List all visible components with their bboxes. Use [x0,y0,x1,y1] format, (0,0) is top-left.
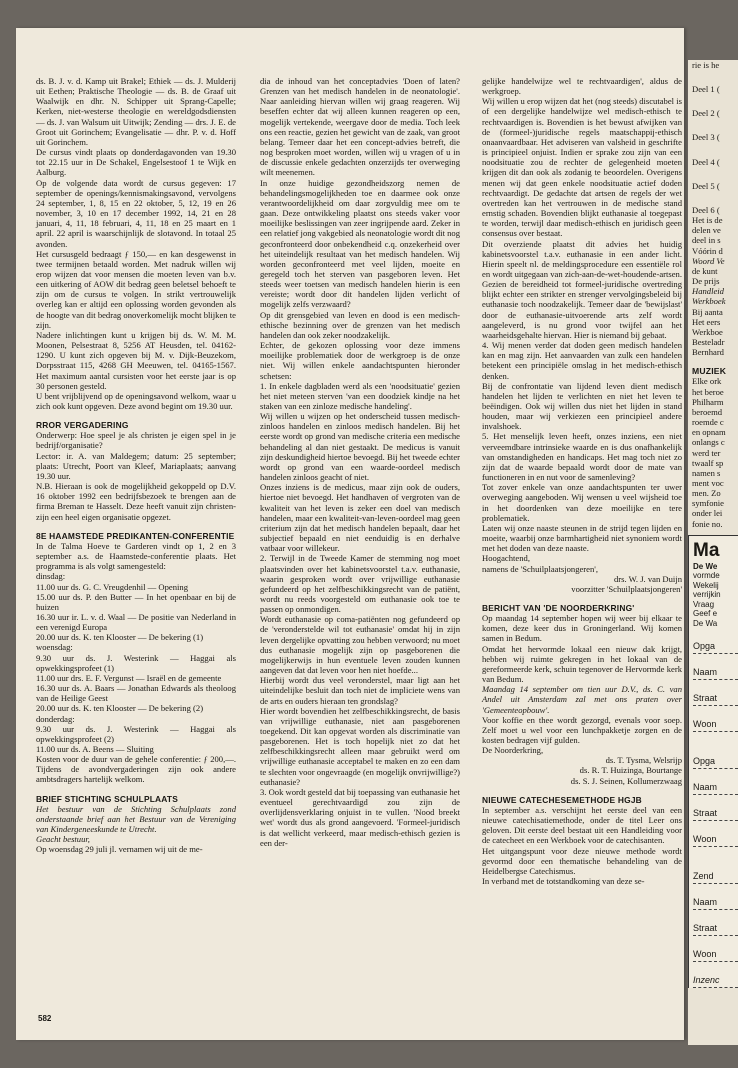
next-page-line: de kunt [692,265,718,276]
paragraph: 9.30 uur ds. J. Westerink — Haggai als opwekkingsprofeet (2) [36,723,236,744]
paragraph: Op woensdag 29 juli jl. vernamen wij uit de me- [36,844,203,855]
box-line: Wekelij [693,580,719,590]
paragraph: 9.30 uur ds. J. Westerink — Haggai als opwekkingsprofeet (1) [36,652,236,673]
paragraph: ds. B. J. v. d. Kamp uit Brakel; Ethiek — ds. J. Mulderij uit Eethen; Praktische Theologie — ds. B. de Graaf uit Waalwijk en dhr. N. Schipper uit Sprang-Capelle; Kerken, niet-westerse theologie en wereldgodsdiensten — ds. J. van Walsum uit Uitwijk; Zending — drs. J. E. de Groot uit Gorinchem; Evangelisatie — dhr. P. v. d. Hoff uit Gorinchem. [36,76,236,147]
paragraph: De Noorderkring, [482,745,544,756]
paragraph: 11.00 uur ds. G. C. Vreugdenhil — Opening [36,581,189,592]
form-line [693,846,738,847]
form-line [693,731,738,732]
paragraph: gelijke handelwijze wel te rechtvaardigen', aldus de werkgroep. [482,76,682,97]
paragraph: Op de volgende data wordt de cursus gegeven: 17 september de openings/kennismakingsavond, vervolgens 24 september, 1, 8, 15 en 22 oktober, 5, 12, 19 en 26 november, 3, 10 en 17 december 1992, 14, 21 en 28 januari, 4, 11, 18 februari, 4, 11, 18 en 25 maart en 1 april. 22 april is waarschijnlijk de slotavond. In totaal 25 avonden. [36,177,236,249]
next-page-line: Deel 3 ( [692,132,720,143]
box-line: vormde [693,571,720,581]
next-page-line: deel in s [692,235,721,246]
section-heading: 8E HAAMSTEDE PREDIKANTEN-CONFERENTIE [36,530,235,541]
box-line: De We [693,561,718,571]
paragraph: In verband met de totstandkoming van deze se- [482,876,645,887]
column-left [36,76,236,855]
paragraph: 15.00 uur ds. P. den Butter — In het openbaar en bij de huizen [36,591,236,612]
form-field-label: Opga [693,641,716,652]
form-field-label: Opga [693,756,716,767]
form-field-label: Straat [693,693,718,704]
paragraph: 5. Het menselijk leven heeft, onzes inziens, een niet verveemdbare intrinsieke waarde en is dus onafhankelijk van omstandigheden en handicaps. Het mag toch niet zo zijn dat de waarde bepaald wordt door de mate van functioneren in en nut voor de samenleving? [482,431,682,483]
paragraph: Dit overziende plaatst dit advies het huidig kabinetsvoorstel t.a.v. euthanasie in een ander licht. Hierin speelt nl. de meldingsprocedure een essentiële rol en wordt uitgegaan van zich-aan-de-wet-houdende-artsen. Gezien de bereidheid tot formeel-juridische overtreding blijkt echter een strikter en strenger vervolgingsbeleid bij euthanasie toch noodzakelijk. Temeer daar de 'bewijslast' door de euthanasie-uitvoerende arts zelf wordt aangeleverd, is nu grond voor twijfel aan het waarheidsgehalte hiervan. Hier is niemand bij gebaat. [482,238,682,340]
next-page-line: Bij aanta [692,306,723,317]
paragraph: 20.00 uur ds. K. ten Klooster — De bekering (1) [36,632,204,643]
paragraph: Laten wij onze naaste steunen in de strijd tegen lijden en moeite, waarbij onze barmhartigheid niet synoniem wordt met het doden van deze naaste. [482,522,682,554]
next-page-line: roemde c [692,417,724,428]
form-line [693,768,738,769]
next-page-line: Philharm [692,396,724,407]
next-page-line: het beroe [692,386,724,397]
subscription-box [688,535,738,989]
form-field-label: Straat [693,808,718,819]
form-line [693,883,738,884]
paragraph: donderdag: [36,713,75,724]
next-page-line: ment voc [692,478,724,488]
section-heading: BERICHT VAN 'DE NOORDERKRING' [482,602,635,613]
next-page-line: Werkboek [692,296,726,307]
paragraph: Het uitgangspunt voor deze nieuwe methode wordt gevormd door een thematische behandeling van de Heidelbergse Catechismus. [482,845,682,876]
paragraph: Wij willen u wijzen op het onderscheid tussen medisch-zinloos handelen en zinloos medisch handelen. Bij het eerste wordt op grond van medische criteria een medische behandeling al dan niet gestaakt. De medicus is vanuit zijn deskundigheid hiertoe bevoegd. Bij het tweede echter wordt op grond van een waarde-oordeel medisch handelen zinloos geacht of niet. [260,411,460,483]
column-right [482,76,682,886]
next-page-line: Elke ork [692,376,722,387]
form-line [693,653,738,654]
section-heading: RROR VERGADERING [36,420,129,431]
form-line [693,820,738,821]
page-number: 582 [38,1014,52,1023]
order-form [693,641,738,988]
next-page-line: fonie no. [692,518,723,529]
paragraph: 3. Ook wordt gesteld dat bij toepassing van euthanasie het eventueel gerechtvaardigd zou zijn de overlijdensverklaring onjuist in te vullen. 'Nood breekt wet' wordt dus als grond aangevoerd. 'Formeel-juridisch is dat wellicht verkeerd, maar medisch-ethisch gezien is een der- [260,786,460,848]
paragraph: 11.00 uur ds. A. Beens — Sluiting [36,744,154,754]
form-field-label: Woon [693,949,717,960]
box-line: Geef e [693,609,718,619]
next-page-line: Deel 4 ( [692,156,720,167]
paragraph: Het cursusgeld bedraagt ƒ 150,— en kan desgewenst in twee termijnen betaald worden. Met nadruk willen wij erop wijzen dat voor mensen die moeten leven van b.v. een uitkering of AOW dit bedrag geen beletsel behoeft te zijn om de cursus te volgen. In strikt vertrouwelijk overleg kan er altijd een oplossing worden gevonden als de hoogte van dit bedrag onoverkomelijk mocht blijken te zijn. [36,248,236,330]
paragraph: Onderwerp: Hoe speel je als christen je eigen spel in je bedrijf/organisatie? [36,430,236,451]
signature-line: ds. R. T. Huizinga, Bourtange [579,765,682,776]
paragraph: Wordt euthanasie op coma-patiënten nog gefundeerd op de 'veronderstelde wil tot euthanasie' omdat hij in zijn leven dergelijke opvatting zou hebben verwoord; nu moet dus euthanasie mogelijk zijn op pasgeborenen die mogelijkerwijs in hun eventuele leven zouden kunnen aangeven dat dat leven voor hen niet hoefde... [260,614,460,676]
paragraph: Voor koffie en thee wordt gezorgd, evenals voor soep. Zelf moet u wel voor een lunchpakketje zorgen en de kosten bedragen vijf gulden. [482,714,682,745]
paragraph: Bij de confrontatie van lijdend leven dient medisch handelen het lijden te verlichten en niet het leven te beëindigen. Ook wij willen dus niet het lijden in stand houden, maar wij verkiezen een principieel andere invalshoek. [482,380,682,432]
next-page-line: symfonie [692,498,724,509]
next-page-line: delen ve [692,225,721,236]
paragraph: 16.30 uur ir. L. v. d. Waal — De positie van Nederland in een verenigd Europa [36,611,236,633]
form-field-label: Woon [693,834,717,845]
form-field-label: Naam [693,782,718,793]
next-page-line: namen s [692,467,721,478]
form-field-label: Inzenc [693,975,720,986]
column-middle [260,76,460,848]
next-page-line: onlangs c [692,437,725,448]
next-page-line: De prijs [692,276,720,287]
paragraph: In onze huidige gezondheidszorg nemen de behandelingsmogelijkheden toe en daarmee ook onze verantwoordelijkheid om daar zorgvuldig mee om te gaan. Deze ontwikkeling plaatst ons steeds vaker voor moeilijke beslissingen van zeer ingrijpende aard. Zeker in een relatief jong vakgebied als neonatologie wordt dit nog geconfronteerd door onbekendheid c.q. onzekerheid over het uiteindelijk resultaat van het medisch handelen. Wij worden geconfronteerd met veel lijden, moeite en geregeld toch het sterven van pasgeboren leven. Het steeds weer toetsen van medisch handelen hierin is een vereiste; wordt door dit handelen lijden verlicht of mogelijk zelfs verzwaard? [260,177,460,310]
next-page-line: Werkboe [692,326,723,337]
next-page-line: onder lei [692,508,723,519]
form-field-label: Woon [693,719,717,730]
box-line: verrijkin [693,590,721,600]
paragraph: De cursus vindt plaats op donderdagavonden van 19.30 tot 22.15 uur in De Schakel, Engelsestoof 1 te Wijk en Aalburg. [36,147,236,178]
paragraph: Nadere inlichtingen kunt u krijgen bij ds. W. M. M. Moonen, Pelsestraat 8, 5256 AT Heusden, tel. 04162-1290. U kunt zich opgeven bij M. v. Dijk-Beuzekom, Dorpsstraat 115, 4268 GH Meeuwen, tel. 04165-1567. Het maximum aantal cursisten voor het eerste jaar is op 30 personen gesteld. [36,329,236,391]
next-page-line: men. Zo [692,488,721,499]
paragraph: 16.30 uur ds. A. Baars — Jonathan Edwards als theoloog van de Heilige Geest [36,683,236,704]
next-page-line: Besteladr [692,336,725,347]
paragraph: U bent vrijblijvend op de openingsavond welkom, waar u zich ook kunt opgeven. Deze avond begint om 19.30 uur. [36,390,236,411]
paragraph: dinsdag: [36,571,66,582]
paragraph: In de Talma Hoeve te Garderen vindt op 1, 2 en 3 september a.s. de Haamstede-conferentie plaats. Het programma is als volgt samengesteld: [36,540,236,572]
magazine-page [16,28,684,1040]
next-page-edge [688,60,738,1045]
paragraph: Maandag 14 september om tien uur D.V., ds. C. van Andel uit Amsterdam zal met ons praten over 'Gemeenteopbouw'. [482,684,682,715]
paragraph: Lector: ir. A. van Maldegem; datum: 25 september; plaats: Utrecht, Poort van Kleef, Mariaplaats; aanvang 19.30 uur. [36,450,236,481]
signature-line: ds. S. J. Seinen, Kollumerzwaag [570,775,682,786]
next-page-line: Deel 5 ( [692,180,720,191]
paragraph: Het bestuur van de Stichting Schulplaats zond onderstaande brief aan het Bestuur van de Vereniging van Kindergeneeskunde te Utrecht. [36,803,236,835]
paragraph: 20.00 uur ds. K. ten Klooster — De bekering (2) [36,703,204,714]
next-page-line: twaalf sp [692,457,724,468]
paragraph: Echter, de gekozen oplossing voor deze immens moeilijke problematiek door de werkgroep is de onze niet. Wij willen enkele aandachtspunten hieronder schetsen: [260,340,460,381]
next-page-line: Deel 6 ( [692,204,720,215]
paragraph: 11.00 uur drs. E. F. Vergunst — Israël en de gemeente [36,672,222,683]
paragraph: 1. In enkele dagbladen werd als een 'noodsituatie' gezien het niet meteen sterven 'van een doodziek kindje na het staken van een zinloze medische handeling'. [260,380,460,411]
paragraph: Hierbij wordt dus veel veronderstel, maar ligt aan het uiteindelijke besluit dan toch niet de impliciete wens van de arts en ouders hieraan ten grondslag? [260,675,460,706]
paragraph: Geacht bestuur, [36,834,90,845]
next-page-line: rie is he [692,60,720,70]
paragraph: 4. Wij menen verder dat doden geen medisch handelen kan en mag zijn. Het aanvaarden van zulk een handelen betekent een principiële omslag in het medisch-ethisch denken. [482,340,682,381]
signature-line: drs. W. J. van Duijn [613,573,682,584]
next-page-line: beroemd [692,406,723,417]
form-line [693,679,738,680]
paragraph: Onzes inziens is de medicus, maar zijn ook de ouders, hiertoe niet bevoegd. Het handhaven of vergroten van de kwaliteit van het leven is zeker een doel van medisch handelen, maar een kwaliteit-van-leven-oordeel mag geen criterium zijn dat het medisch handelen bepaalt, daar het subjectief bepaald en niet eenduidig is en derhalve vatbaar voor willekeur. [260,482,460,554]
next-page-line: MUZIEK [692,366,727,377]
next-page-line: Deel 2 ( [692,108,720,119]
section-heading: NIEUWE CATECHESEMETHODE HGJB [482,794,642,805]
form-line [693,987,738,988]
form-field-label: Straat [693,923,718,934]
next-page-line: Deel 1 ( [692,84,720,95]
box-line: Vraag [693,599,715,609]
box-text [693,562,738,629]
next-page-line: Vóórin d [692,245,723,256]
signature-line: voorzitter 'Schuilplaatsjongeren' [571,583,682,594]
paragraph: Omdat het hervormde lokaal een nieuw dak krijgt, hebben wij ruimte gekregen in het lokaal van de gereformeerde kerk, schuin tegenover de Hervormde kerk van Bedum. [482,643,682,685]
signature-line: ds. T. Tysma, Welsrijp [605,755,682,766]
form-field-label: Naam [693,667,718,678]
next-page-line: Handleid [692,286,724,297]
paragraph: Kosten voor de duur van de gehele conferentie: ƒ 200,—. Tijdens de avondvergaderingen zijn ook andere ambtsdragers hartelijk welkom. [36,754,236,785]
paragraph: Op maandag 14 september hopen wij weer bij elkaar te komen, deze keer dus in Groningerland. Wij komen samen in Bedum. [482,613,682,644]
paragraph: Hier wordt bovendien het zelfbeschikkingsrecht, de basis van vrijwillige euthanasie, niet aan pasgeborenen toegekend. Dit kan opgevat worden als discriminatie van pasgeborenen. Het is toch hopelijk niet zo dat het zelfbeschikkingsrecht alleen maar gebruikt werd om vrijwillige euthanasie acceptabel te maken en zo een dam te slechten voor ongevraagde (en mogelijk onvrijwillige?) euthanasie? [260,705,460,787]
next-page-line: Het eers [692,316,721,327]
paragraph: Wij willen u erop wijzen dat het (nog steeds) discutabel is of een dergelijke handelwijze wel medisch-ethisch te rechtvaardigen is. Bovendien is het bewust afwijken van de (formeel-)juridische regels maatschappij-ethisch onaanvaardbaar. Het adviseren van valsheid in geschrifte is principieel onjuist. Indien er sprake zou zijn van een noodsituatie zou de rechter de gelegenheid moeten krijgen dit dan ook als zodanig te beoordelen. Overigens menen wij dat geen enkele noodsituatie actief doden rechtvaardigt. De gedachte dat artsen de regels der wet overtreden kan het vertrouwen in de medische stand ernstig schaden. Bovendien blijkt euthanasie al toegepast te worden, terwijl daar medisch-ethisch en juridisch geen consensus over bestaat. [482,96,682,239]
paragraph: Hoogachtend, [482,553,530,564]
box-heading: Ma [693,539,720,561]
form-field-label: Naam [693,897,718,908]
form-line [693,909,738,910]
paragraph: woensdag: [36,642,73,653]
paragraph: Op dit grensgebied van leven en dood is een medisch-ethische bezinning over de grenzen van het medisch handelen dan ook zeker noodzakelijk. [260,309,460,340]
paragraph: namens de 'Schuilplaatsjongeren', [482,563,598,574]
section-heading: BRIEF STICHTING SCHULPLAATS [36,793,179,804]
next-page-text [688,60,738,529]
paragraph: Tot zover enkele van onze aandachtspunten ter uwer overweging aangeboden. Wij wensen u veel wijsheid toe in het doordenken van deze moeilijke en tere problematiek. [482,482,682,523]
paragraph: 2. Terwijl in de Tweede Kamer de stemming nog moet plaatsvinden over het kabinetsvoorstel t.a.v. euthanasie, waarin gesproken wordt over vrijwillige euthanasie gefundeerd op het zelfbeschikkingsrecht van de patiënt, wordt nu reeds voorgesteld om euthanasie ook toe te passen op onmondigen. [260,553,460,615]
form-field-label: Zend [693,871,714,882]
next-page-line: Het is de [692,215,723,226]
paragraph: N.B. Hieraan is ook de mogelijkheid gekoppeld op D.V. 16 oktober 1992 een bedrijfsbezoek te brengen aan de firma Breman te Hasselt. Deze heeft vanuit zijn christen-zijn een heel eigen organisatie opgezet. [36,481,236,522]
next-page-line: Woord Ve [692,255,725,266]
form-line [693,794,738,795]
box-line: De Wa [693,618,718,628]
paragraph: In september a.s. verschijnt het eerste deel van een nieuwe catechisatiemethode, onder de titel Leer ons geloven. Dit eerste deel bestaat uit een Handleiding voor de catecheet en een Werkboek voor de catechisanten. [482,804,682,846]
next-page-line: werd ter [692,447,721,458]
paragraph: dia de inhoud van het conceptadvies 'Doen of laten? Grenzen van het medisch handelen in de neonatologie'. Naar aanleiding hiervan willen wij graag reageren. Wij beseffen echter dat wij alleen kunnen reageren op een, mogelijk vertekende, weergave door de media. Toch leek ons een reactie, gezien het gewicht van de zaak, van groot belang. Temeer daar het een concept-advies betreft, die nog besproken moet worden, willen wij u vragen of u in de discussie enkele gedachten onzerzijds ter overweging wilt meenemen. [260,76,460,178]
next-page-line: en opnam [692,427,726,438]
form-line [693,935,738,936]
form-line [693,705,738,706]
form-line [693,961,738,962]
next-page-line: Bernhard [692,347,724,358]
